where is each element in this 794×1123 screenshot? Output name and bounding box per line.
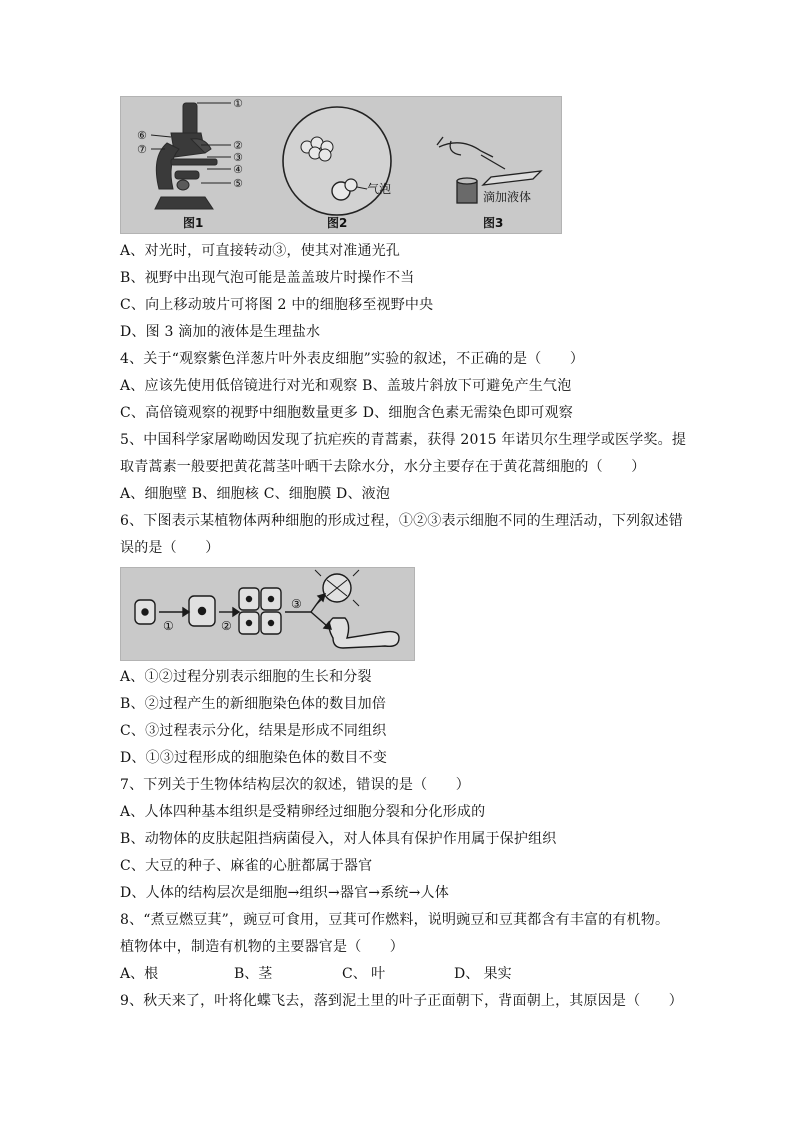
q4-stem: 4、关于“观察紫色洋葱片叶外表皮细胞”实验的叙述，不正确的是（ ）	[120, 351, 585, 367]
q6-option-b: B、②过程产生的新细胞染色体的数目加倍	[120, 696, 387, 712]
q8-option-a: A、根	[120, 966, 159, 982]
q3-option-d: D、图 3 滴加的液体是生理盐水	[120, 324, 321, 340]
cell-group-divided	[239, 588, 281, 634]
q7-stem: 7、下列关于生物体结构层次的叙述，错误的是（ ）	[120, 777, 470, 793]
figure-cell-formation	[120, 567, 415, 661]
fig2-caption: 图2	[327, 216, 348, 230]
cell-label-2: ②	[221, 619, 232, 633]
figure-microscope-experiment	[120, 96, 562, 234]
label-1: ①	[233, 97, 243, 110]
q7-option-d: D、人体的结构层次是细胞→组织→器官→系统→人体	[120, 885, 449, 901]
q5-stem-line2: 取青蒿素一般要把黄花蒿茎叶晒干去除水分，水分主要存在于黄花蒿细胞的（ ）	[120, 459, 646, 475]
q4-options-line2: C、高倍镜观察的视野中细胞数量更多 D、细胞含色素无需染色即可观察	[120, 405, 573, 421]
liquid-label: 滴加液体	[483, 190, 532, 204]
q5-options: A、细胞壁 B、细胞核 C、细胞膜 D、液泡	[120, 486, 391, 502]
q9-stem: 9、秋天来了，叶将化蝶飞去，落到泥土里的叶子正面朝下，背面朝上，其原因是（ ）	[120, 993, 683, 1009]
label-6: ⑥	[137, 129, 147, 142]
fig1-caption: 图1	[183, 216, 204, 230]
q4-options-line1: A、应该先使用低倍镜进行对光和观察 B、盖玻片斜放下可避免产生气泡	[120, 378, 572, 394]
label-3: ③	[233, 151, 243, 164]
label-5: ⑤	[233, 177, 243, 190]
cell-formation-svg	[121, 568, 414, 660]
q3-option-c: C、向上移动玻片可将图 2 中的细胞移至视野中央	[120, 297, 434, 313]
cell-label-1: ①	[163, 619, 174, 633]
field-of-view-drawing	[283, 107, 391, 215]
bubble-label: 气泡	[367, 182, 392, 196]
microscope-drawing	[155, 103, 217, 209]
cell-differentiated-round	[315, 570, 359, 606]
label-2: ②	[233, 139, 243, 152]
label-7: ⑦	[137, 143, 147, 156]
q8-options	[120, 964, 680, 984]
q7-option-c: C、大豆的种子、麻雀的心脏都属于器官	[120, 858, 373, 874]
q3-option-b: B、视野中出现气泡可能是盖盖玻片时操作不当	[120, 270, 415, 286]
cell-label-3: ③	[291, 597, 302, 611]
q7-option-a: A、人体四种基本组织是受精卵经过细胞分裂和分化形成的	[120, 804, 486, 820]
q8-option-b: B、茎	[234, 966, 273, 982]
q8-stem-line2: 植物体中，制造有机物的主要器官是（ ）	[120, 939, 404, 955]
q5-stem-line1: 5、中国科学家屠呦呦因发现了抗疟疾的青蒿素，获得 2015 年诺贝尔生理学或医学奖。提	[120, 432, 687, 448]
figure-microscope-svg	[121, 97, 561, 233]
q8-stem-line1: 8、“煮豆燃豆萁”，豌豆可食用，豆萁可作燃料，说明豌豆和豆萁都含有丰富的有机物。	[120, 912, 670, 928]
q6-option-a: A、①②过程分别表示细胞的生长和分裂	[120, 669, 372, 685]
q7-option-b: B、动物体的皮肤起阻挡病菌侵入，对人体具有保护作用属于保护组织	[120, 831, 557, 847]
q8-option-c: C、 叶	[342, 966, 386, 982]
q6-stem-line2: 误的是（ ）	[120, 540, 220, 556]
q6-option-d: D、①③过程形成的细胞染色体的数目不变	[120, 750, 388, 766]
q6-option-c: C、③过程表示分化，结果是形成不同组织	[120, 723, 387, 739]
label-4: ④	[233, 163, 243, 176]
q6-stem-line1: 6、下图表示某植物体两种细胞的形成过程，①②③表示细胞不同的生理活动，下列叙述错	[120, 513, 683, 529]
cell-differentiated-long	[329, 618, 399, 648]
fig3-caption: 图3	[483, 216, 504, 230]
q3-option-a: A、对光时，可直接转动③，使其对准通光孔	[120, 243, 401, 259]
q8-option-d: D、 果实	[454, 966, 512, 982]
